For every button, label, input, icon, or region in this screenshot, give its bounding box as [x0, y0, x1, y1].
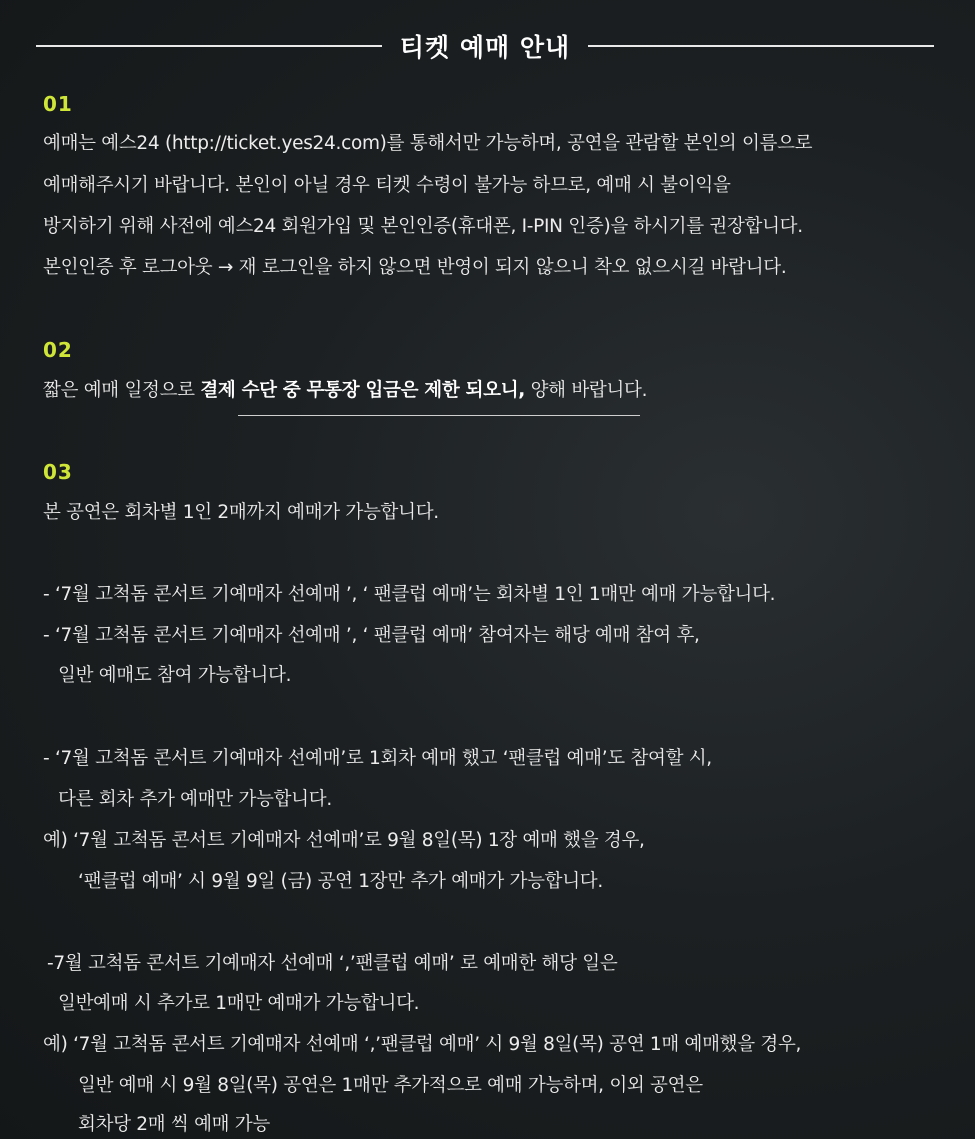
example-line: 회차당 2매 씩 예매 가능 — [78, 1114, 270, 1135]
notice-line: - ‘7월 고척돔 콘서트 기예매자 선예매’로 1회차 예매 했고 ‘팬클럽 예매’도 참여할 시, — [43, 748, 712, 769]
payment-notice-suffix: 양해 바랍니다. — [525, 380, 648, 401]
notice-line: 다른 회차 추가 예매만 가능합니다. — [58, 789, 332, 810]
payment-notice-prefix: 짧은 예매 일정으로 — [43, 380, 201, 401]
notice-line: 예매해주시기 바랍니다. 본인이 아닐 경우 티켓 수령이 불가능 하므로, 예매 시 불이익을 — [43, 175, 731, 196]
notice-line: 일반예매 시 추가로 1매만 예매가 가능합니다. — [58, 993, 420, 1014]
payment-restriction-emphasis: 결제 수단 중 무통장 입금은 제한 되오니, — [200, 380, 526, 401]
section-number-01: 01 — [43, 92, 73, 116]
section-header — [36, 24, 934, 68]
notice-line: 예매는 예스24 (http://ticket.yes24.com)를 통해서만 가능하며, 공연을 관람할 본인의 이름으로 — [43, 133, 813, 154]
notice-line: - ‘7월 고척돔 콘서트 기예매자 선예매 ’, ‘ 팬클럽 예매’는 회차별 1인 1매만 예매 가능합니다. — [43, 584, 776, 605]
notice-line: - ‘7월 고척돔 콘서트 기예매자 선예매 ’, ‘ 팬클럽 예매’ 참여자는 해당 예매 참여 후, — [43, 625, 700, 646]
payment-notice-line — [43, 378, 647, 404]
example-line: 일반 예매 시 9월 8일(목) 공연은 1매만 추가적으로 예매 가능하며, 이외 공연은 — [78, 1075, 703, 1096]
section-number-03: 03 — [43, 460, 73, 484]
page-title: 티켓 예매 안내 — [399, 33, 571, 62]
header-rule-right — [588, 45, 934, 47]
notice-line: 본인인증 후 로그아웃 → 재 로그인을 하지 않으면 반영이 되지 않으니 착오 없으시길 바랍니다. — [43, 257, 787, 278]
section-number-02: 02 — [43, 338, 73, 362]
notice-line: -7월 고척돔 콘서트 기예매자 선예매 ‘,’팬클럽 예매’ 로 예매한 해당 일은 — [47, 953, 618, 974]
example-line: ‘팬클럽 예매’ 시 9월 9일 (금) 공연 1장만 추가 예매가 가능합니다. — [78, 871, 603, 892]
emphasis-underline — [238, 415, 640, 416]
header-rule-left — [36, 45, 382, 47]
example-line: 예) ‘7월 고척돔 콘서트 기예매자 선예매 ‘,’팬클럽 예매’ 시 9월 8일(목) 공연 1매 예매했을 경우, — [43, 1034, 802, 1055]
example-line: 예) ‘7월 고척돔 콘서트 기예매자 선예매’로 9월 8일(목) 1장 예매 했을 경우, — [43, 830, 645, 851]
notice-line: 방지하기 위해 사전에 예스24 회원가입 및 본인인증(휴대폰, I-PIN 인증)을 하시기를 권장합니다. — [43, 216, 803, 237]
notice-line: 본 공연은 회차별 1인 2매까지 예매가 가능합니다. — [43, 502, 439, 523]
notice-line: 일반 예매도 참여 가능합니다. — [58, 665, 292, 686]
